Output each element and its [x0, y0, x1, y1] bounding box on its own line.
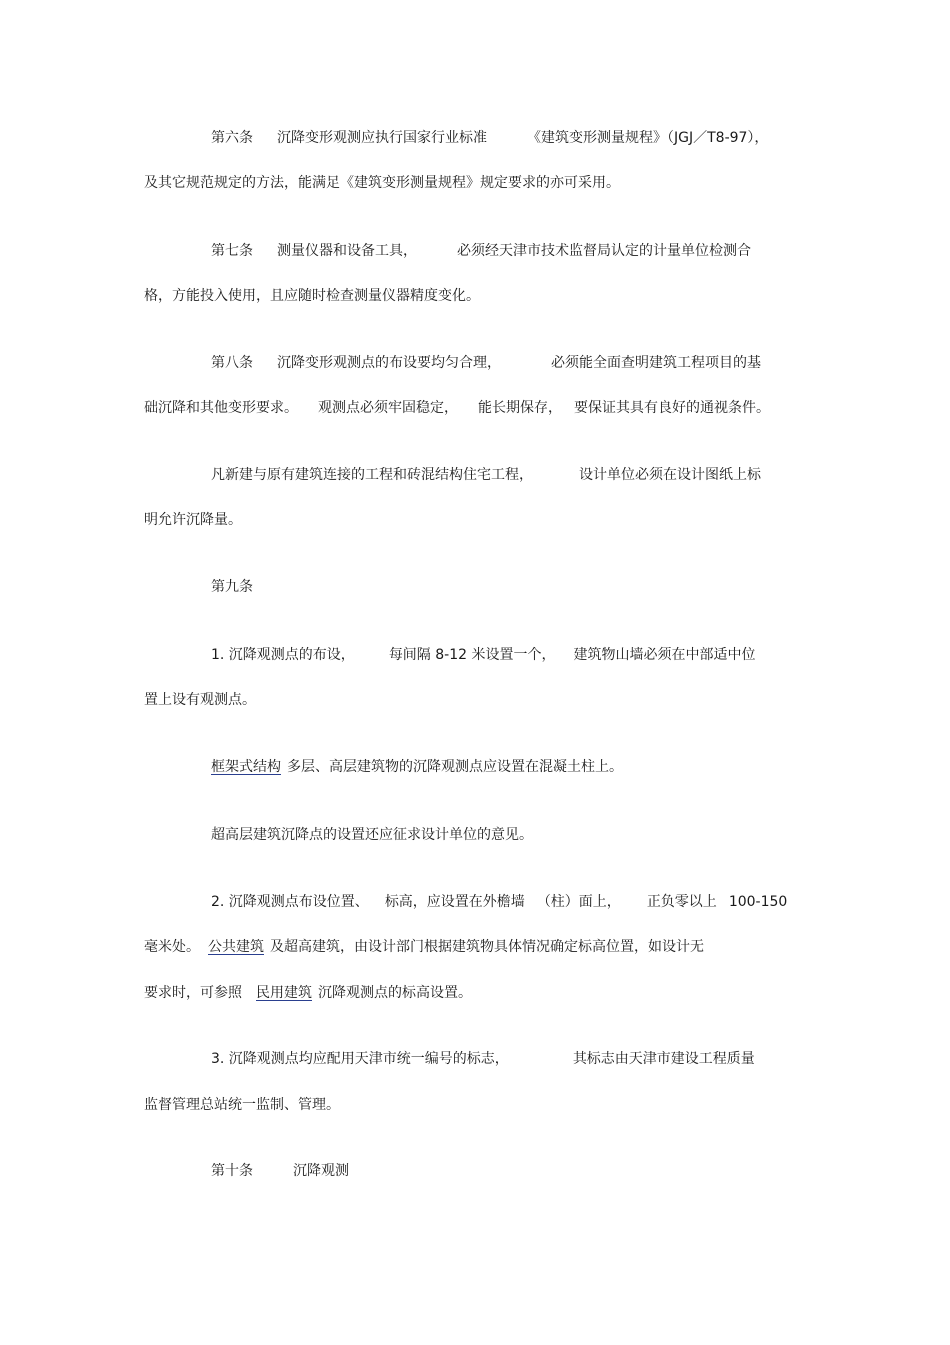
- item2-line1: [211, 892, 787, 912]
- item2-text-b: 标高，应设置在外檐墙: [384, 894, 525, 910]
- item1-text-a: 1. 沉降观测点的布设，: [211, 647, 355, 663]
- item3-text-b: 其标志由天津市建设工程质量: [572, 1051, 755, 1067]
- item2-line2: [144, 937, 704, 957]
- article8-text-e: 能长期保存，: [478, 400, 562, 416]
- article10-number: 第十条: [211, 1163, 253, 1179]
- article8-text-a: 沉降变形观测点的布设要均匀合理，: [277, 355, 501, 371]
- item2-text-a: 2. 沉降观测点布设位置、: [211, 894, 369, 910]
- article8-text-b: 必须能全面查明建筑工程项目的基: [551, 355, 761, 371]
- article6-line1: [211, 128, 768, 148]
- item2-text-g: 及超高建筑，由设计部门根据建筑物具体情况确定标高位置，如设计无: [270, 939, 704, 955]
- article8-text-d: 观测点必须牢固稳定，: [318, 400, 458, 416]
- item3-line2: 监督管理总站统一监制、管理。: [144, 1097, 340, 1113]
- item2-text-d: 正负零以上: [646, 894, 717, 910]
- civil-building-link[interactable]: 民用建筑: [256, 985, 312, 1001]
- super-high-line: 超高层建筑沉降点的设置还应征求设计单位的意见。: [211, 827, 533, 843]
- item3-line1: [211, 1049, 755, 1069]
- article6-number: 第六条: [211, 130, 253, 146]
- article7-number: 第七条: [211, 243, 253, 259]
- item2-text-c: （柱）面上，: [536, 894, 621, 910]
- article7-line1: [211, 241, 751, 261]
- article9-heading: 第九条: [211, 579, 253, 595]
- new-building-text-a: 凡新建与原有建筑连接的工程和砖混结构住宅工程，: [211, 467, 533, 483]
- article10-heading: [211, 1161, 349, 1181]
- article6-line2: 及其它规范规定的方法，能满足《建筑变形测量规程》规定要求的亦可采用。: [144, 175, 620, 191]
- new-building-line2: 明允许沉降量。: [144, 512, 242, 528]
- item1-text-b: 每间隔 8-12 米设置一个，: [388, 647, 556, 663]
- article8-line1: [211, 353, 761, 373]
- item1-line2: 置上设有观测点。: [144, 692, 256, 708]
- article8-number: 第八条: [211, 355, 253, 371]
- public-building-link[interactable]: 公共建筑: [208, 939, 264, 955]
- article7-text-a: 测量仪器和设备工具，: [277, 243, 417, 259]
- item1-line1: [211, 645, 756, 665]
- new-building-text-b: 设计单位必须在设计图纸上标: [579, 467, 761, 483]
- item2-text-e: 100-150: [728, 894, 788, 910]
- article7-line2: 格，方能投入使用，且应随时检查测量仪器精度变化。: [144, 288, 480, 304]
- article8-line2: [144, 398, 770, 418]
- item1-text-c: 建筑物山墙必须在中部适中位: [573, 647, 756, 663]
- article8-text-f: 要保证其具有良好的通视条件。: [574, 400, 770, 416]
- article7-text-b: 必须经天津市技术监督局认定的计量单位检测合: [457, 243, 751, 259]
- item2-text-h: 要求时，可参照: [144, 985, 242, 1001]
- article6-text-a: 沉降变形观测应执行国家行业标准: [277, 130, 487, 146]
- frame-structure-line: [211, 757, 623, 777]
- article6-standard: 《建筑变形测量规程》（JGJ／T8-97），: [527, 130, 769, 146]
- item2-text-i: 沉降观测点的标高设置。: [318, 985, 472, 1001]
- frame-structure-link[interactable]: 框架式结构: [211, 759, 281, 775]
- item2-line3: [144, 983, 472, 1003]
- item3-text-a: 3. 沉降观测点均应配用天津市统一编号的标志，: [211, 1051, 509, 1067]
- article10-title: 沉降观测: [293, 1163, 349, 1179]
- new-building-line1: [211, 465, 761, 485]
- article8-text-c: 础沉降和其他变形要求。: [144, 400, 298, 416]
- item2-text-f: 毫米处。: [144, 939, 200, 955]
- frame-structure-text: 多层、高层建筑物的沉降观测点应设置在混凝土柱上。: [287, 759, 623, 775]
